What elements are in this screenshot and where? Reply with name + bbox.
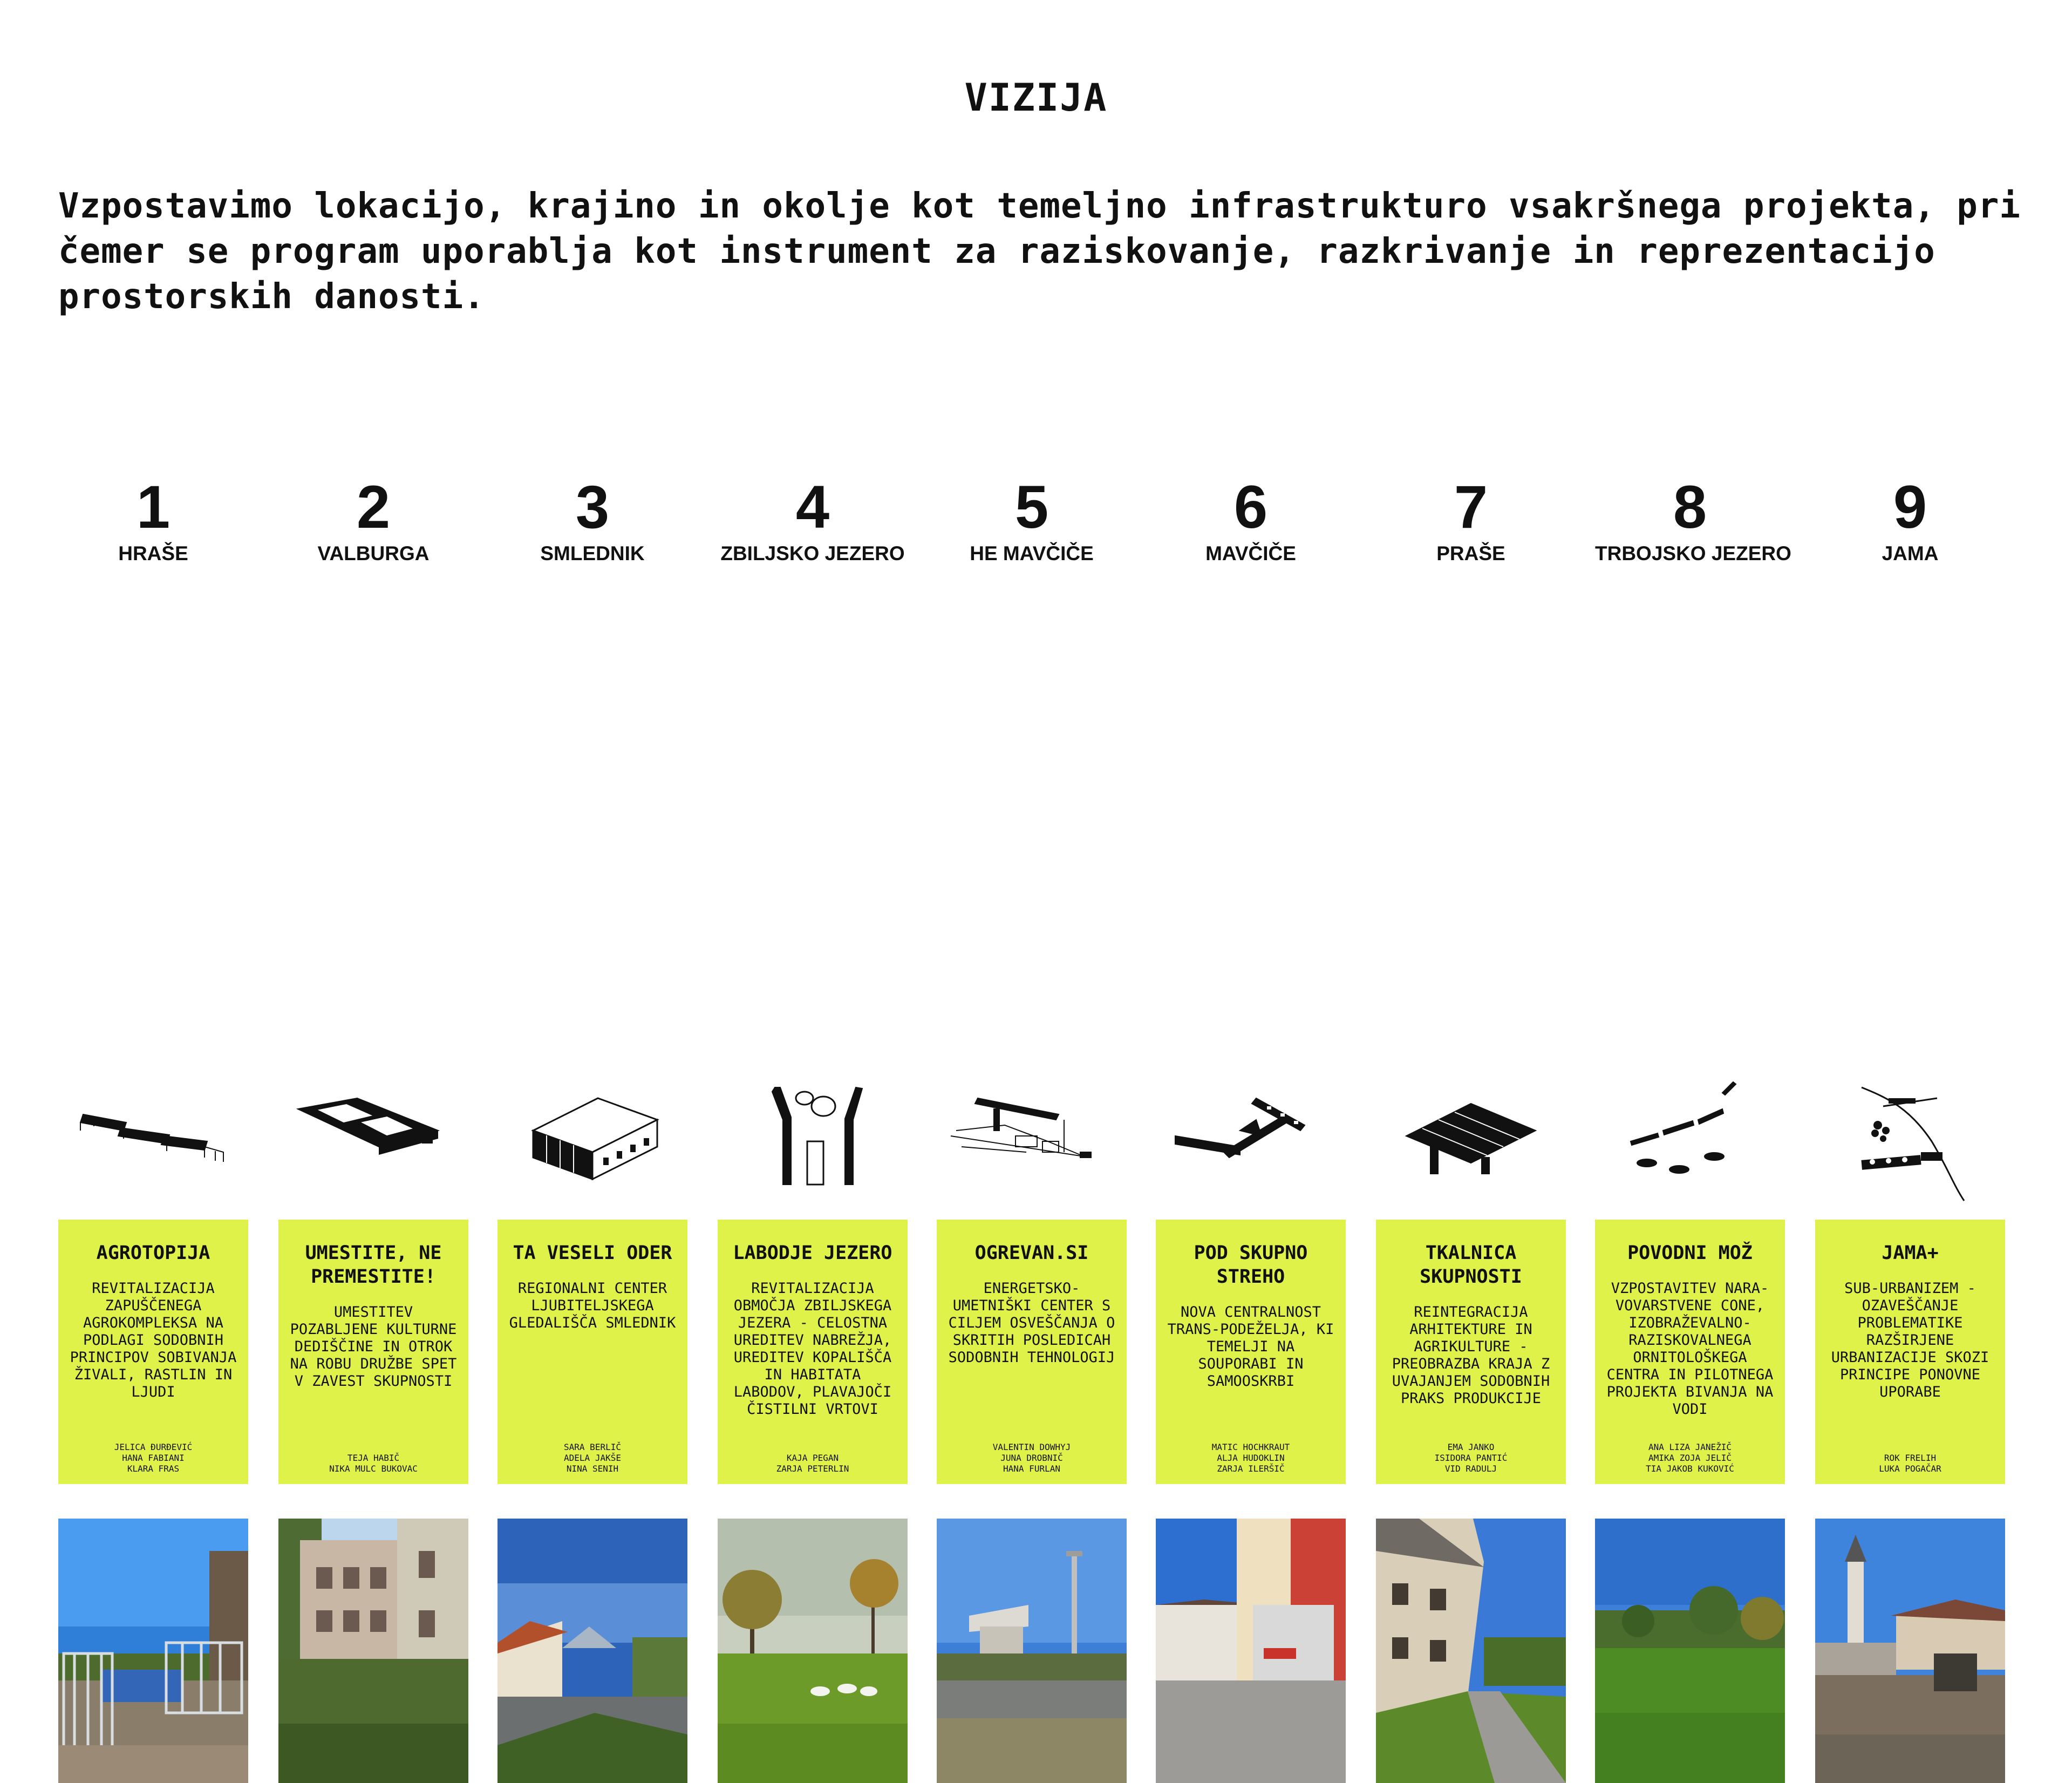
author: NINA SENIH	[566, 1464, 619, 1474]
author: ISIDORA PANTIĆ	[1434, 1453, 1508, 1463]
project-column	[1595, 473, 1791, 1474]
author: VALENTIN DOWHYJ	[992, 1442, 1071, 1452]
author: JUNA DROBNIČ	[1000, 1453, 1063, 1463]
author: LUKA POGAČAR	[1879, 1464, 1941, 1474]
project-card	[497, 1220, 687, 1484]
author: VID RADULJ	[1444, 1464, 1497, 1474]
project-card	[1376, 1220, 1566, 1484]
project-number: 2	[356, 473, 391, 541]
project-description: REVITALIZACIJA OBMOČJA ZBILJSKEGA JEZERA - CELOSTNA UREDITEV NABREŽJA, UREDITEV KOPALIŠČA IN HABITATA LABODOV, PLAVAJOČI ČISTILNI VRTOVI	[733, 1280, 892, 1418]
project-title: TKALNICA SKUPNOSTI	[1420, 1242, 1522, 1288]
manor-roof-axonometry-icon	[282, 1077, 465, 1206]
vision-statement: Vzpostavimo lokacijo, krajino in okolje kot temeljno infrastrukturo vsakršnega projekta, pri čemer se program uporablja kot instrument za raziskovanje, razkrivanje in reprezentacijo prostorskih danosti.	[58, 186, 2021, 317]
project-description: REVITALIZACIJA ZAPUŠČENEGA AGROKOMPLEKSA NA PODLAGI SODOBNIH PRINCIPOV SOBIVANJA ŽIVALI, RASTLIN IN LJUDI	[70, 1280, 237, 1400]
project-number: 1	[136, 473, 171, 541]
author: ZARJA PETERLIN	[776, 1464, 849, 1474]
project-description: ENERGETSKO-UMETNIŠKI CENTER S CILJEM OSVEŠČANJA O SKRITIH POSLEDICAH SODOBNIH TEHNOLOGIJ	[948, 1280, 1115, 1366]
project-authors	[58, 1442, 248, 1474]
project-card	[1156, 1220, 1346, 1484]
project-column	[278, 473, 468, 1474]
project-location: TRBOJSKO JEZERO	[1595, 542, 1791, 564]
project-title: TA VESELI ODER	[513, 1242, 672, 1264]
project-card	[1815, 1220, 2005, 1484]
author: HANA FURLAN	[1003, 1464, 1060, 1474]
project-location: HE MAVČIČE	[970, 542, 1094, 564]
author: KLARA FRAS	[127, 1464, 180, 1474]
site-plan-icon	[1818, 1077, 2002, 1206]
project-authors	[1376, 1442, 1566, 1474]
author: JELICA ĐURĐEVIĆ	[114, 1442, 193, 1452]
author: HANA FABIANI	[122, 1453, 185, 1463]
author: ZARJA ILERŠIČ	[1217, 1464, 1285, 1474]
hydro-plant-axonometry-icon	[940, 1077, 1123, 1206]
project-authors	[497, 1442, 687, 1474]
author: TEJA HABIČ	[347, 1453, 400, 1463]
village-road-photo	[1376, 1519, 1566, 1783]
project-location: MAVČIČE	[1205, 542, 1296, 564]
project-authors	[1815, 1453, 2005, 1474]
project-number: 7	[1454, 473, 1488, 541]
project-number: 3	[575, 473, 610, 541]
project-title: UMESTITE, NE PREMESTITE!	[305, 1242, 442, 1288]
project-column	[718, 473, 908, 1474]
project-location: SMLEDNIK	[540, 542, 645, 564]
project-column	[1376, 473, 1566, 1474]
project-title: POD SKUPNO STREHO	[1194, 1242, 1308, 1288]
green-field-photo	[1595, 1519, 1785, 1783]
project-location: PRAŠE	[1436, 542, 1505, 564]
floating-units-axonometry-icon	[1598, 1077, 1782, 1206]
project-description: NOVA CENTRALNOST TRANS-PODEŽELJA, KI TEMELJI NA SOUPORABI IN SAMOOSKRBI	[1167, 1304, 1334, 1390]
project-authors	[718, 1453, 908, 1474]
project-title: OGREVAN.SI	[974, 1242, 1089, 1264]
swans-meadow-photo	[718, 1519, 908, 1783]
project-description: VZPOSTAVITEV NARA-VOVARSTVENE CONE, IZOBRAŽEVALNO-RAZISKOVALNEGA ORNITOLOŠKEGA CENTRA IN PILOTNEGA PROJEKTA BIVANJA NA VODI	[1606, 1280, 1774, 1418]
project-location: ZBILJSKO JEZERO	[720, 542, 905, 564]
barn-axonometry-icon	[501, 1077, 684, 1206]
project-title: JAMA+	[1882, 1242, 1939, 1264]
farm-gate-photo	[58, 1519, 248, 1783]
project-description: REGIONALNI CENTER LJUBITELJSKEGA GLEDALIŠČA SMLEDNIK	[509, 1280, 676, 1331]
fire-station-axonometry-icon	[1159, 1077, 1342, 1206]
project-column	[58, 473, 248, 1474]
project-column	[1815, 473, 2005, 1474]
project-column	[937, 473, 1127, 1474]
project-card	[58, 1220, 248, 1484]
hydro-plant-photo	[937, 1519, 1127, 1783]
project-description: REINTEGRACIJA ARHITEKTURE IN AGRIKULTURE - PREOBRAZBA KRAJA Z UVAJANJEM SODOBNIH PRAKS PRODUKCIJE	[1392, 1304, 1550, 1407]
manor-house-photo	[278, 1519, 468, 1783]
village-street-photo	[497, 1519, 687, 1783]
roof-structure-axonometry-icon	[1379, 1077, 1563, 1206]
project-card	[1595, 1220, 1785, 1484]
project-authors	[1595, 1442, 1785, 1474]
project-column	[497, 473, 687, 1474]
project-number: 8	[1673, 473, 1707, 541]
project-column	[1156, 473, 1346, 1474]
project-number: 5	[1014, 473, 1049, 541]
project-title: POVODNI MOŽ	[1627, 1242, 1753, 1264]
church-village-photo	[1815, 1519, 2005, 1783]
project-number: 4	[795, 473, 830, 541]
project-title: AGROTOPIJA	[96, 1242, 210, 1264]
project-card	[718, 1220, 908, 1484]
author: EMA JANKO	[1447, 1442, 1495, 1452]
author: MATIC HOCHKRAUT	[1211, 1442, 1290, 1452]
project-location: HRAŠE	[118, 542, 188, 564]
project-authors	[278, 1453, 468, 1474]
lake-pier-plan-icon	[721, 1077, 904, 1206]
author: KAJA PEGAN	[786, 1453, 839, 1463]
author: ADELA JAKŠE	[564, 1453, 621, 1463]
project-location: VALBURGA	[317, 542, 430, 564]
author: ROK FRELIH	[1884, 1453, 1937, 1463]
author: AMIKA ZOJA JELIČ	[1648, 1453, 1732, 1463]
author: ANA LIZA JANEŽIČ	[1648, 1442, 1732, 1452]
project-location: JAMA	[1882, 542, 1939, 564]
project-description: UMESTITEV POZABLJENE KULTURNE DEDIŠČINE IN OTROK NA ROBU DRUŽBE SPET V ZAVEST SKUPNOSTI	[290, 1304, 457, 1390]
project-title: LABODJE JEZERO	[733, 1242, 892, 1264]
fire-station-photo	[1156, 1519, 1346, 1783]
agricultural-complex-axonometry-icon	[62, 1077, 245, 1206]
page-title: VIZIJA	[964, 76, 1108, 120]
project-number: 9	[1893, 473, 1927, 541]
author: TIA JAKOB KUKOVIĆ	[1646, 1464, 1734, 1474]
project-authors	[937, 1442, 1127, 1474]
author: NIKA MULC BUKOVAC	[329, 1464, 418, 1474]
project-card	[937, 1220, 1127, 1484]
author: ALJA HUDOKLIN	[1217, 1453, 1285, 1463]
project-authors	[1156, 1442, 1346, 1474]
project-card	[278, 1220, 468, 1484]
project-number: 6	[1233, 473, 1268, 541]
project-description: SUB-URBANIZEM - OZAVEŠČANJE PROBLEMATIKE RAZŠIRJENE URBANIZACIJE SKOZI PRINCIPE PONOVNE UPORABE	[1831, 1280, 1989, 1400]
author: SARA BERLIČ	[564, 1442, 621, 1452]
